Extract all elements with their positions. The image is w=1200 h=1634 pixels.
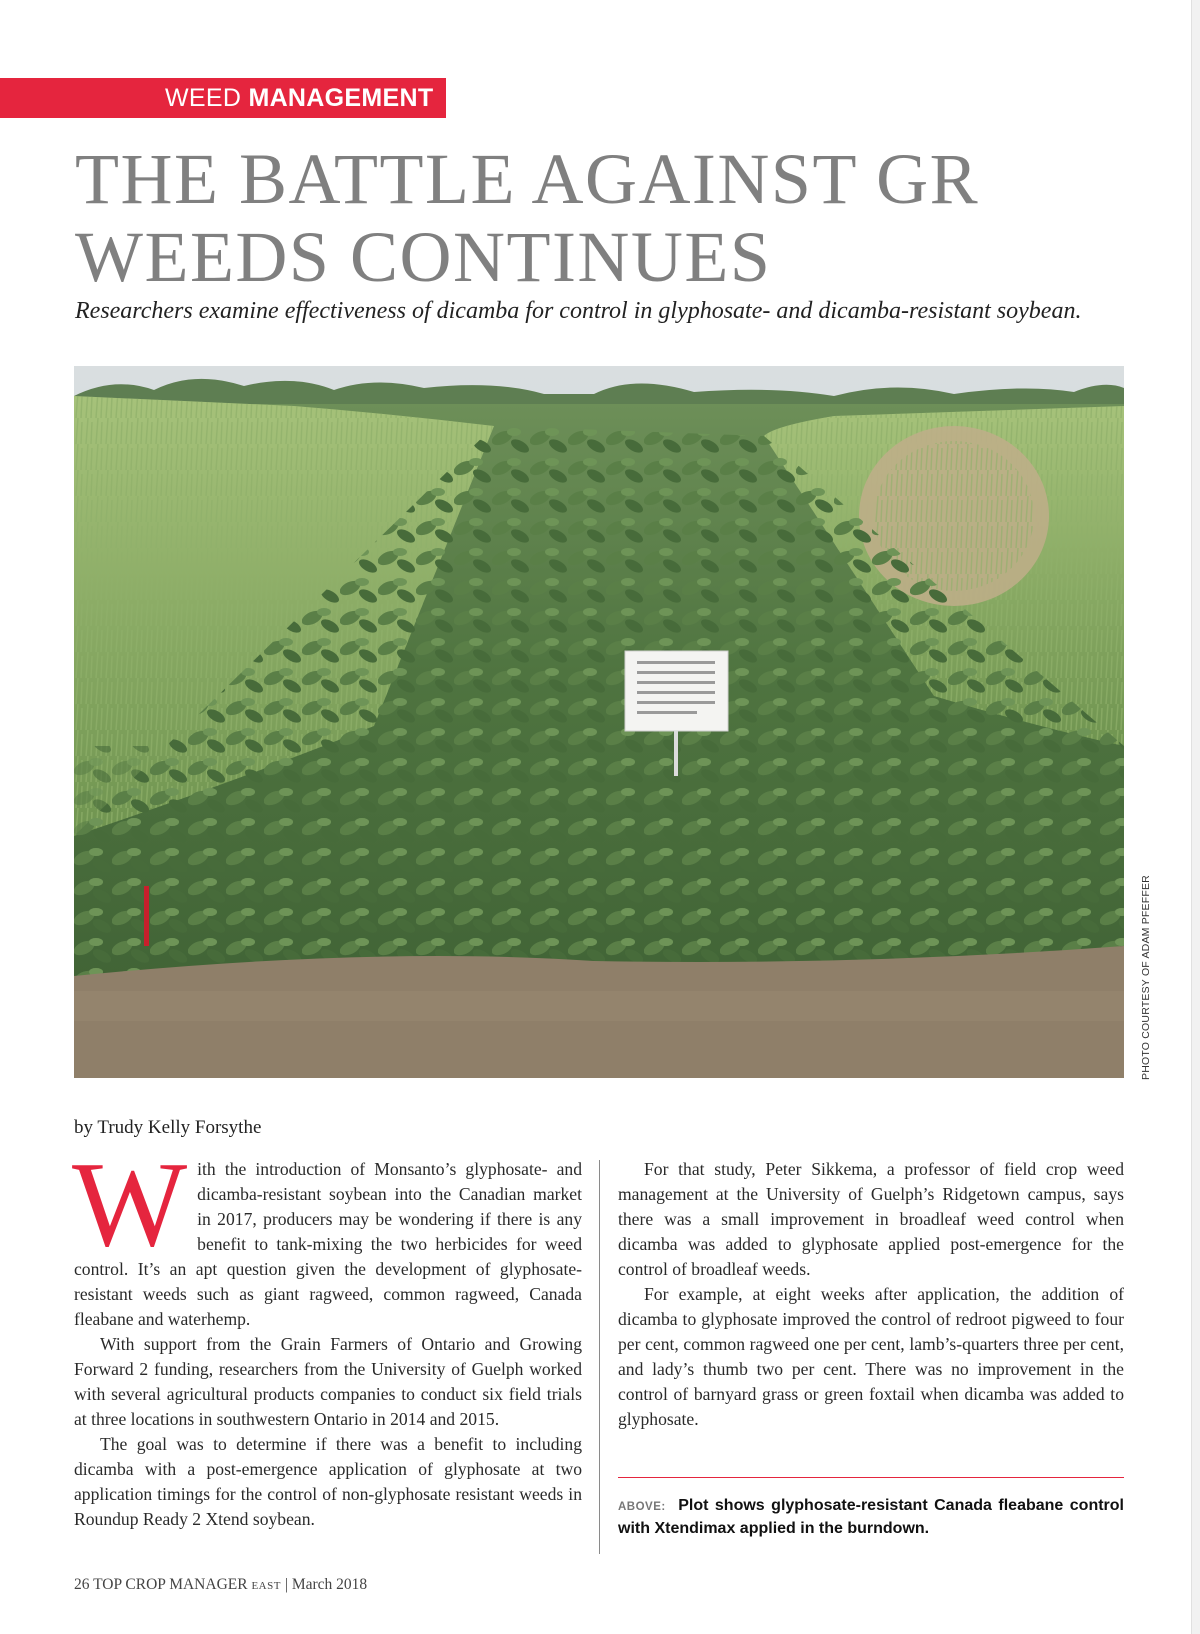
caption-rule (618, 1477, 1124, 1478)
article-column-right (618, 1157, 1124, 1432)
headline-line-2: WEEDS CONTINUES (75, 217, 772, 297)
magazine-name: TOP CROP MANAGER (93, 1576, 248, 1593)
paragraph: For that study, Peter Sikkema, a professor of field crop weed management at the University of Guelph’s Ridgetown campus, says there was a small improvement in broadleaf weed control when dicamba was added to glyphosate applied post-emergence for the control of broadleaf weeds. (618, 1159, 1124, 1279)
paragraph: For example, at eight weeks after application, the addition of dicamba to glyphosate improved the control of redroot pigweed to four per cent, common ragweed one per cent, lamb’s-quarters three per cent, and lady’s thumb two per cent. There was no improvement in the control of barnyard grass or green foxtail when dicamba was added to glyphosate. (618, 1284, 1124, 1429)
page-footer (74, 1576, 367, 1594)
paragraph (72, 1137, 582, 1332)
paragraph-text: ith the introduction of Monsanto’s glyphosate- and dicamba-resistant soybean into the Canadian market in 2017, producers may be wondering if there is any benefit to tank-mixing the two herbicides for weed control. It’s an apt question given the development of glyphosate-resistant weeds such as giant ragweed, common ragweed, Canada fleabane and waterhemp. (74, 1159, 582, 1329)
section-tag (0, 78, 446, 118)
article-column-left (72, 1137, 582, 1532)
page-number: 26 (74, 1576, 90, 1593)
photo-caption (618, 1495, 1124, 1539)
paragraph: The goal was to determine if there was a benefit to including dicamba with a post-emergence application of glyphosate at two application timings for the control of non-glyphosate resistant weeds in Roundup Ready 2 Xtend soybean. (74, 1434, 582, 1529)
drop-cap: W (72, 1137, 188, 1272)
byline: by Trudy Kelly Forsythe (74, 1117, 262, 1138)
column-divider (599, 1160, 600, 1554)
section-emphasis: MANAGEMENT (248, 84, 434, 112)
field-photo (74, 366, 1124, 1078)
deck: Researchers examine effectiveness of dicamba for control in glyphosate- and dicamba-resistant soybean. (75, 298, 1082, 324)
headline-line-1: THE BATTLE AGAINST GR (75, 139, 980, 219)
field-photo-illustration (74, 366, 1124, 1078)
paragraph: With support from the Grain Farmers of Ontario and Growing Forward 2 funding, researchers from the University of Guelph worked with several agricultural products companies to conduct six field trials at three locations in southwestern Ontario in 2014 and 2015. (74, 1334, 582, 1429)
footer-separator: | (284, 1576, 288, 1593)
headline (75, 140, 1125, 296)
magazine-edition: EAST (251, 1580, 281, 1592)
page-edge (1191, 0, 1200, 1634)
caption-label: ABOVE: (618, 1501, 666, 1513)
photo-credit: PHOTO COURTESY OF ADAM PFEFFER (1140, 875, 1152, 1080)
caption-text: Plot shows glyphosate-resistant Canada fleabane control with Xtendimax applied in the burndown. (618, 1497, 1124, 1537)
issue-date: March 2018 (291, 1576, 368, 1593)
section-prefix: WEED (165, 84, 242, 112)
